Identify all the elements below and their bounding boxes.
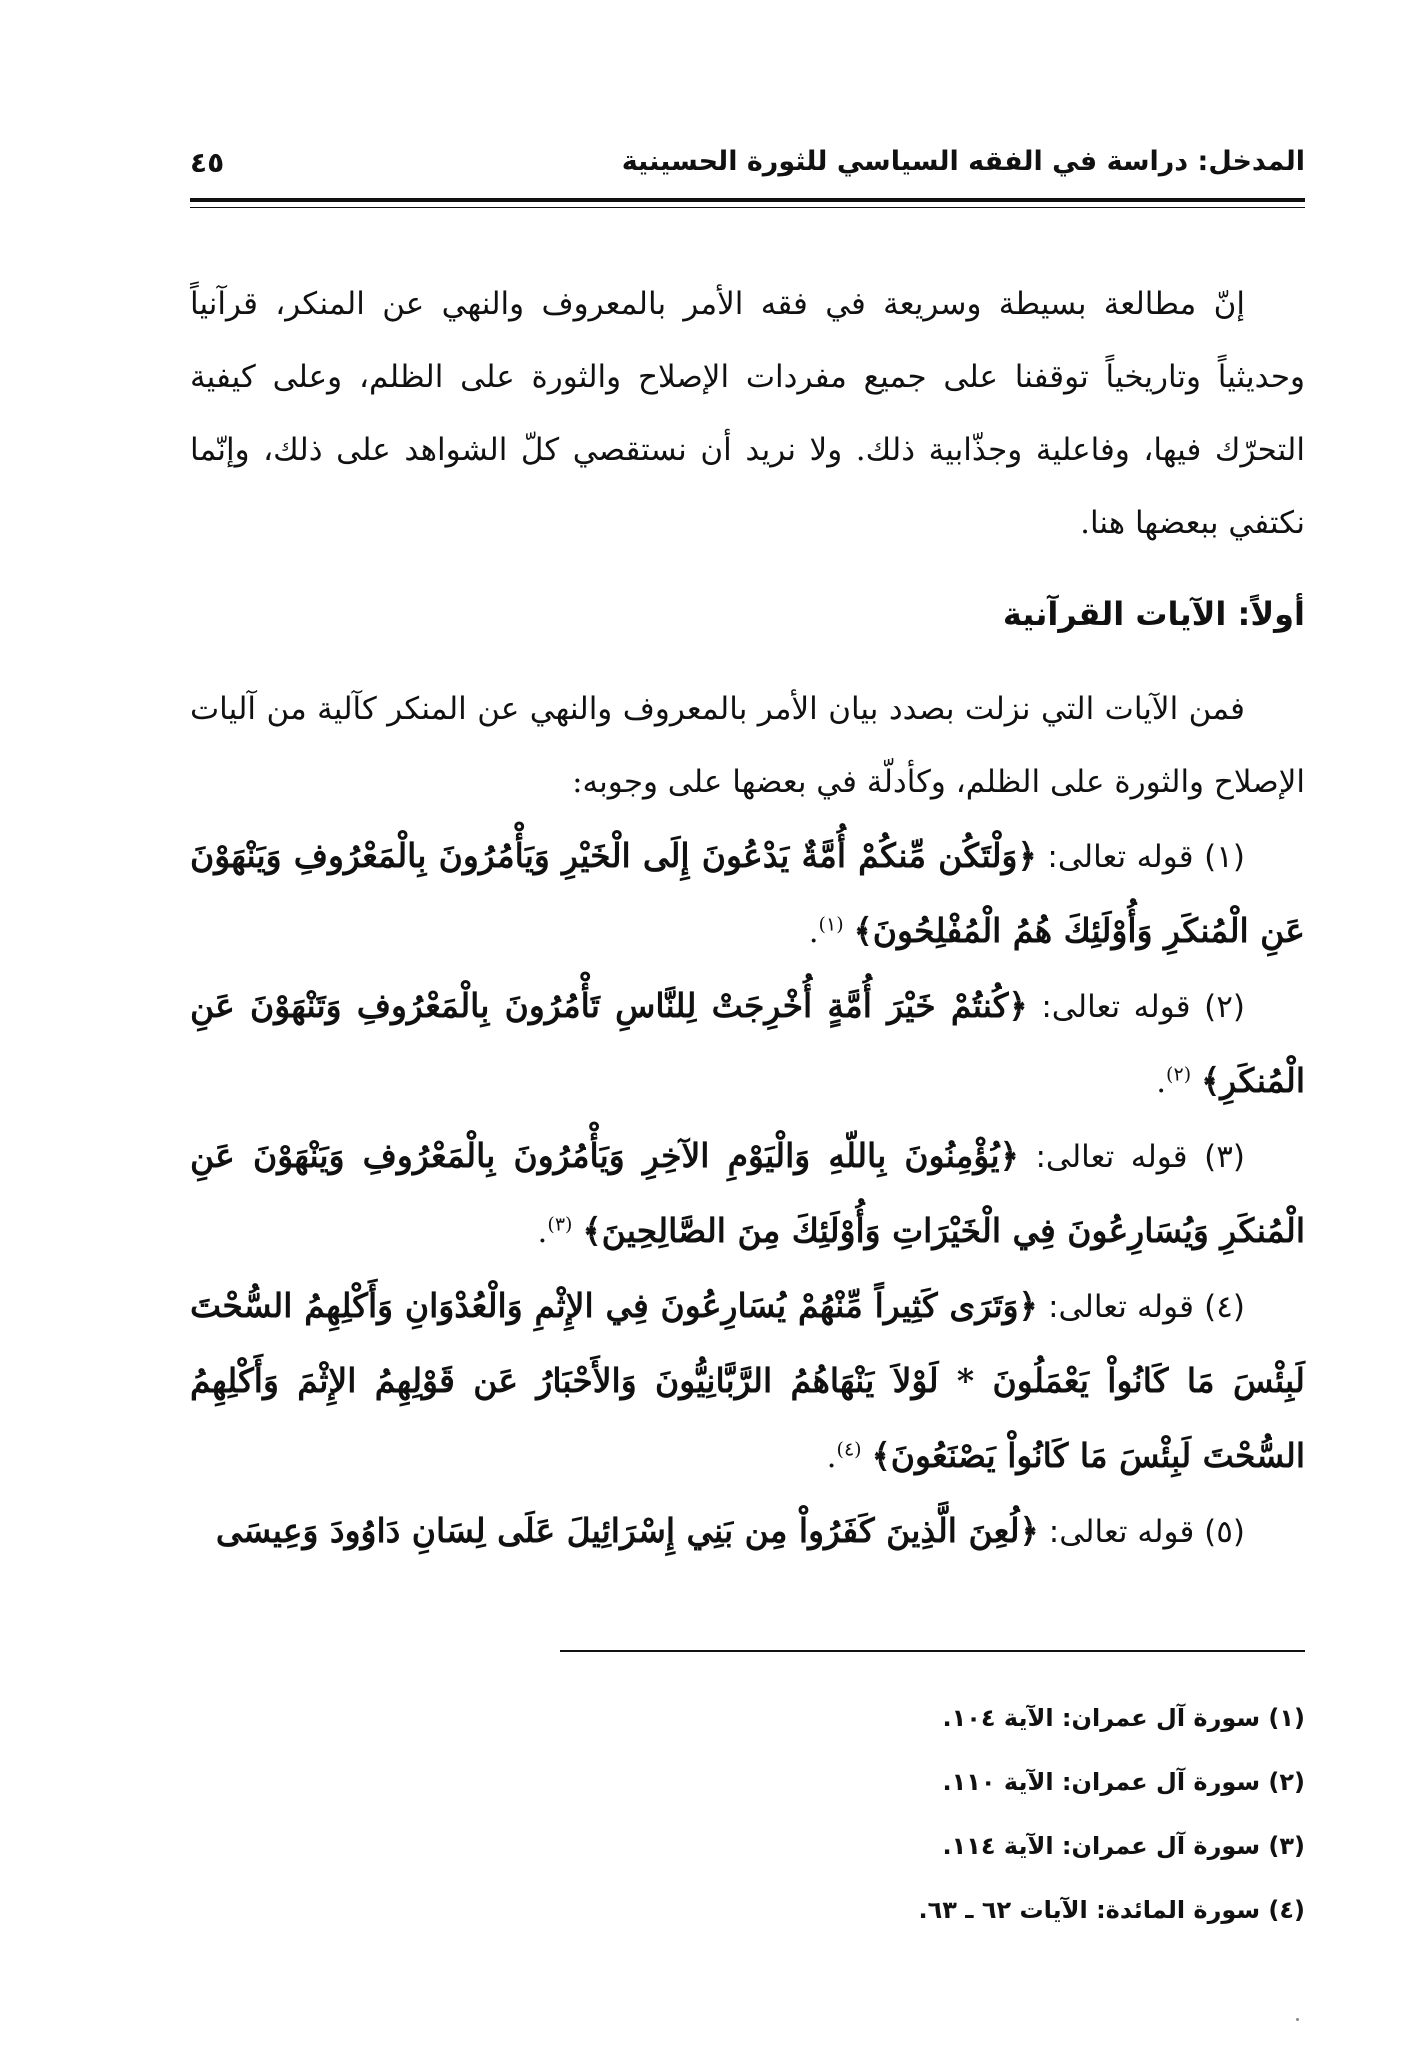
page-number: ٤٥	[190, 146, 225, 179]
header-rule-thin	[190, 207, 1305, 208]
verse-item: (١) قوله تعالى: ﴿وَلْتَكُن مِّنكُمْ أُمَّةٌ يَدْعُونَ إِلَى الْخَيْرِ وَيَأْمُرُونَ بِالْمَعْرُوفِ وَيَنْهَوْنَ عَنِ الْمُنكَرِ وَأُوْلَئِكَ هُمُ الْمُفْلِحُونَ﴾ $^{(١)}$.	[190, 836, 1305, 950]
running-header	[190, 138, 1305, 198]
verse-prefix: (٣) قوله تعالى:	[1035, 1139, 1245, 1175]
lead-paragraph: فمن الآيات التي نزلت بصدد بيان الأمر بالمعروف والنهي عن المنكر كآلية من آليات الإصلاح والثورة على الظلم، وكأدلّة في بعضها على وجوبه:	[190, 691, 1305, 800]
quran-verse: ﴿وَتَرَى كَثِيراً مِّنْهُمْ يُسَارِعُونَ فِي الإِثْمِ وَالْعُدْوَانِ وَأَكْلِهِمُ السُّحْتَ لَبِئْسَ مَا كَانُواْ يَعْمَلُونَ * لَوْلاَ يَنْهَاهُمُ الرَّبَّانِيُّونَ وَالأَحْبَارُ عَن قَوْلِهِمُ الإِثْمَ وَأَكْلِهِمُ السُّحْتَ لَبِئْسَ مَا كَانُواْ يَصْنَعُونَ﴾	[190, 1286, 1305, 1475]
main-text	[190, 268, 1305, 1569]
section-heading: أولاً: الآيات القرآنية	[1002, 595, 1305, 633]
verse-item: (٤) قوله تعالى: ﴿وَتَرَى كَثِيراً مِّنْهُمْ يُسَارِعُونَ فِي الإِثْمِ وَالْعُدْوَانِ وَأَكْلِهِمُ السُّحْتَ لَبِئْسَ مَا كَانُواْ يَعْمَلُونَ * لَوْلاَ يَنْهَاهُمُ الرَّبَّانِيُّونَ وَالأَحْبَارُ عَن قَوْلِهِمُ الإِثْمَ وَأَكْلِهِمُ السُّحْتَ لَبِئْسَ مَا كَانُواْ يَصْنَعُونَ﴾ $^{(٤)}$.	[190, 1286, 1305, 1475]
footnote-ref: (٢)	[1166, 1063, 1192, 1086]
footnotes	[560, 1686, 1305, 1942]
quran-verse: ﴿يُؤْمِنُونَ بِاللّهِ وَالْيَوْمِ الآخِرِ وَيَأْمُرُونَ بِالْمَعْرُوفِ وَيَنْهَوْنَ عَنِ الْمُنكَرِ وَيُسَارِعُونَ فِي الْخَيْرَاتِ وَأُوْلَئِكَ مِنَ الصَّالِحِينَ﴾	[190, 1136, 1305, 1250]
quran-verse: ﴿لُعِنَ الَّذِينَ كَفَرُواْ مِن بَنِي إِسْرَائِيلَ عَلَى لِسَانِ دَاوُودَ وَعِيسَى	[215, 1511, 1039, 1550]
running-title: المدخل: دراسة في الفقه السياسي للثورة الحسينية	[621, 146, 1305, 177]
verse-item: (٣) قوله تعالى: ﴿يُؤْمِنُونَ بِاللّهِ وَالْيَوْمِ الآخِرِ وَيَأْمُرُونَ بِالْمَعْرُوفِ وَيَنْهَوْنَ عَنِ الْمُنكَرِ وَيُسَارِعُونَ فِي الْخَيْرَاتِ وَأُوْلَئِكَ مِنَ الصَّالِحِينَ﴾ $^{(٣)}$.	[190, 1136, 1305, 1250]
footnote: (٢) سورة آل عمران: الآية ١١٠.	[942, 1768, 1305, 1796]
quran-verse: ﴿وَلْتَكُن مِّنكُمْ أُمَّةٌ يَدْعُونَ إِلَى الْخَيْرِ وَيَأْمُرُونَ بِالْمَعْرُوفِ وَيَنْهَوْنَ عَنِ الْمُنكَرِ وَأُوْلَئِكَ هُمُ الْمُفْلِحُونَ﴾	[190, 836, 1305, 950]
verse-prefix: (١) قوله تعالى:	[1047, 839, 1245, 875]
footnote: (٤) سورة المائدة: الآيات ٦٢ ـ ٦٣.	[918, 1896, 1305, 1924]
verse-item: (٢) قوله تعالى: ﴿كُنتُمْ خَيْرَ أُمَّةٍ أُخْرِجَتْ لِلنَّاسِ تَأْمُرُونَ بِالْمَعْرُوفِ وَتَنْهَوْنَ عَنِ الْمُنكَرِ﴾ $^{(٢)}$.	[190, 986, 1305, 1100]
footnote: (١) سورة آل عمران: الآية ١٠٤.	[942, 1704, 1305, 1732]
quran-verse: ﴿كُنتُمْ خَيْرَ أُمَّةٍ أُخْرِجَتْ لِلنَّاسِ تَأْمُرُونَ بِالْمَعْرُوفِ وَتَنْهَوْنَ عَنِ الْمُنكَرِ﴾	[190, 986, 1305, 1100]
footnote-ref: (١)	[818, 913, 844, 936]
footnote-ref: (٣)	[547, 1213, 573, 1236]
verse-prefix: (٢) قوله تعالى:	[1041, 989, 1245, 1025]
footnote-ref: (٤)	[836, 1438, 862, 1461]
footnote: (٣) سورة آل عمران: الآية ١١٤.	[942, 1832, 1305, 1860]
footnote-separator	[560, 1650, 1305, 1652]
verse-item	[190, 1494, 1305, 1569]
verse-prefix: (٤) قوله تعالى:	[1048, 1289, 1245, 1325]
verse-prefix: (٥) قوله تعالى:	[1048, 1514, 1245, 1550]
header-rule-thick	[190, 198, 1305, 202]
intro-paragraph: إنّ مطالعة بسيطة وسريعة في فقه الأمر بالمعروف والنهي عن المنكر، قرآنياً وحديثياً وتاريخياً توقفنا على جميع مفردات الإصلاح والثورة على الظلم، وعلى كيفية التحرّك فيها، وفاعلية وجذّابية ذلك. ولا نريد أن نستقصي كلّ الشواهد على ذلك، وإنّما نكتفي ببعضها هنا.	[190, 286, 1305, 541]
scan-speck	[1296, 2018, 1299, 2021]
